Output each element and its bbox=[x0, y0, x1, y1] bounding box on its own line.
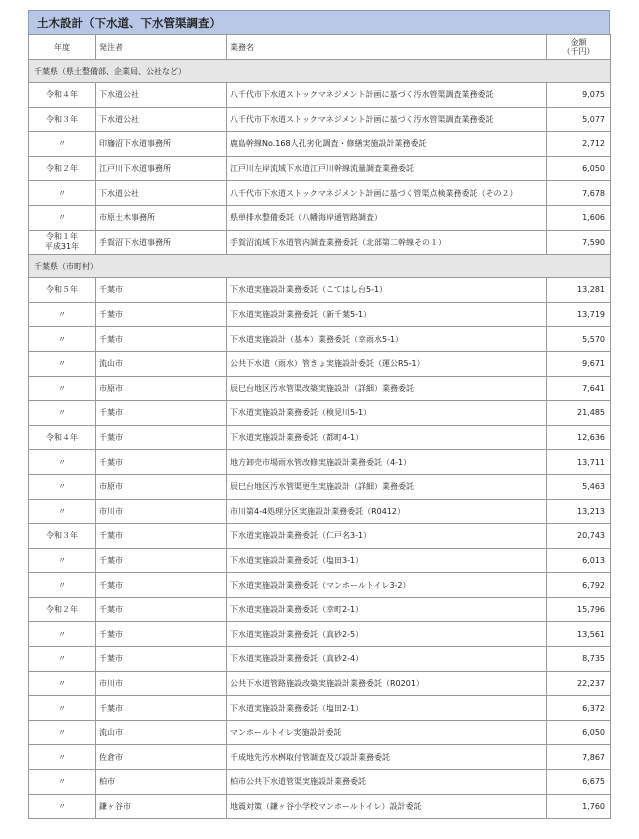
table-row bbox=[29, 107, 611, 132]
cell-client: 下水道公社 bbox=[96, 83, 227, 108]
table-row bbox=[29, 450, 611, 475]
cell-project-name: 八千代市下水道ストックマネジメント計画に基づく汚水管渠調査業務委託 bbox=[227, 107, 547, 132]
cell-project-name: 千成地先汚水桝取付管調査及び設計業務委託 bbox=[227, 745, 547, 770]
cell-amount: 5,463 bbox=[547, 474, 611, 499]
cell-client: 千葉市 bbox=[96, 573, 227, 598]
cell-amount: 22,237 bbox=[547, 671, 611, 696]
cell-project-name: 下水道実施設計業務委託（塩田3-1） bbox=[227, 548, 547, 573]
section-label: 千葉県（県土整備部、企業局、公社など） bbox=[29, 60, 611, 83]
cell-client: 千葉市 bbox=[96, 425, 227, 450]
cell-amount: 9,671 bbox=[547, 351, 611, 376]
header-name: 業務名 bbox=[227, 35, 547, 60]
cell-amount: 9,075 bbox=[547, 83, 611, 108]
cell-amount: 21,485 bbox=[547, 401, 611, 426]
cell-year: 〃 bbox=[29, 696, 96, 721]
cell-project-name: 八千代市下水道ストックマネジメント計画に基づく管渠点検業務委託（その２） bbox=[227, 181, 547, 206]
cell-year: 〃 bbox=[29, 720, 96, 745]
table-row bbox=[29, 401, 611, 426]
cell-project-name: 柏市公共下水道管渠実施設計業務委託 bbox=[227, 770, 547, 795]
table-row bbox=[29, 696, 611, 721]
cell-project-name: 下水道実施設計業務委託（こてはし台5-1） bbox=[227, 278, 547, 303]
cell-client: 市川市 bbox=[96, 671, 227, 696]
cell-year: 令和３年 bbox=[29, 107, 96, 132]
cell-client: 市原市 bbox=[96, 376, 227, 401]
section-row bbox=[29, 60, 611, 83]
cell-project-name: 下水道実施設計業務委託（幸町2-1） bbox=[227, 597, 547, 622]
table-row bbox=[29, 83, 611, 108]
cell-amount: 7,641 bbox=[547, 376, 611, 401]
cell-client: 鎌ヶ谷市 bbox=[96, 794, 227, 819]
cell-project-name: 下水道実施設計業務委託（都町4-1） bbox=[227, 425, 547, 450]
cell-project-name: 公共下水道管路施設改築実施設計業務委託（R0201） bbox=[227, 671, 547, 696]
table-row bbox=[29, 573, 611, 598]
cell-year: 令和３年 bbox=[29, 524, 96, 549]
cell-amount: 13,281 bbox=[547, 278, 611, 303]
cell-year: 〃 bbox=[29, 450, 96, 475]
cell-project-name: 県単排水整備委託（八幡海岸通管路調査） bbox=[227, 205, 547, 230]
cell-client: 手賀沼下水道事務所 bbox=[96, 230, 227, 255]
cell-client: 千葉市 bbox=[96, 597, 227, 622]
cell-year: 〃 bbox=[29, 181, 96, 206]
table-row bbox=[29, 770, 611, 795]
cell-client: 千葉市 bbox=[96, 327, 227, 352]
cell-client: 千葉市 bbox=[96, 696, 227, 721]
cell-client: 流山市 bbox=[96, 720, 227, 745]
cell-amount: 13,719 bbox=[547, 302, 611, 327]
cell-project-name: 下水道実施設計業務委託（真砂2-5） bbox=[227, 622, 547, 647]
table-row bbox=[29, 548, 611, 573]
cell-year: 〃 bbox=[29, 132, 96, 157]
cell-project-name: マンホールトイレ実施設計委託 bbox=[227, 720, 547, 745]
cell-client: 千葉市 bbox=[96, 278, 227, 303]
section-label: 千葉県（市町村） bbox=[29, 255, 611, 278]
cell-year: 〃 bbox=[29, 573, 96, 598]
cell-project-name: 辰巳台地区汚水管渠改築実施設計（詳細）業務委託 bbox=[227, 376, 547, 401]
table-row bbox=[29, 302, 611, 327]
cell-project-name: 下水道実施設計業務委託（マンホールトイレ3-2） bbox=[227, 573, 547, 598]
cell-client: 流山市 bbox=[96, 351, 227, 376]
cell-year: 〃 bbox=[29, 770, 96, 795]
cell-year bbox=[29, 230, 96, 255]
cell-project-name: 公共下水道（雨水）管きょ実施設計委託（運公R5-1） bbox=[227, 351, 547, 376]
cell-project-name: 下水道実施設計業務委託（検見川5-1） bbox=[227, 401, 547, 426]
cell-amount: 5,570 bbox=[547, 327, 611, 352]
cell-client: 千葉市 bbox=[96, 622, 227, 647]
table-row bbox=[29, 671, 611, 696]
table-row bbox=[29, 278, 611, 303]
header-row bbox=[29, 35, 611, 60]
cell-project-name: 下水道実施設計業務委託（仁戸名3-1） bbox=[227, 524, 547, 549]
cell-year: 〃 bbox=[29, 794, 96, 819]
cell-client: 千葉市 bbox=[96, 401, 227, 426]
cell-amount: 6,372 bbox=[547, 696, 611, 721]
cell-client: 市原市 bbox=[96, 474, 227, 499]
cell-project-name: 地震対策（鎌ヶ谷小学校マンホールトイレ）設計委託 bbox=[227, 794, 547, 819]
cell-year: 〃 bbox=[29, 302, 96, 327]
cell-year: 〃 bbox=[29, 474, 96, 499]
cell-client: 千葉市 bbox=[96, 548, 227, 573]
cell-project-name: 江戸川左岸流域下水道江戸川幹線流量調査業務委託 bbox=[227, 156, 547, 181]
cell-year: 〃 bbox=[29, 351, 96, 376]
cell-year: 〃 bbox=[29, 745, 96, 770]
cell-amount: 6,013 bbox=[547, 548, 611, 573]
table-row bbox=[29, 499, 611, 524]
cell-year: 〃 bbox=[29, 376, 96, 401]
cell-year: 〃 bbox=[29, 327, 96, 352]
cell-amount: 12,636 bbox=[547, 425, 611, 450]
table-row bbox=[29, 132, 611, 157]
header-year: 年度 bbox=[29, 35, 96, 60]
cell-amount: 8,735 bbox=[547, 647, 611, 672]
table-row bbox=[29, 720, 611, 745]
cell-amount: 1,606 bbox=[547, 205, 611, 230]
cell-amount: 15,796 bbox=[547, 597, 611, 622]
cell-client: 千葉市 bbox=[96, 647, 227, 672]
cell-project-name: 市川第4-4処理分区実施設計業務委託（R0412） bbox=[227, 499, 547, 524]
cell-client: 千葉市 bbox=[96, 450, 227, 475]
cell-project-name: 下水道実施設計業務委託（新千葉5-1） bbox=[227, 302, 547, 327]
table-row bbox=[29, 622, 611, 647]
cell-amount: 5,077 bbox=[547, 107, 611, 132]
cell-project-name: 下水道実施設計（基本）業務委託（幸雨水5-1） bbox=[227, 327, 547, 352]
table-row bbox=[29, 745, 611, 770]
cell-amount: 7,678 bbox=[547, 181, 611, 206]
cell-amount: 1,760 bbox=[547, 794, 611, 819]
cell-amount: 6,050 bbox=[547, 156, 611, 181]
cell-year: 〃 bbox=[29, 548, 96, 573]
cell-amount: 2,712 bbox=[547, 132, 611, 157]
table-row bbox=[29, 230, 611, 255]
cell-project-name: 鹿島幹線No.168人孔劣化調査・修繕実施設計業務委託 bbox=[227, 132, 547, 157]
cell-year: 〃 bbox=[29, 622, 96, 647]
cell-client: 柏市 bbox=[96, 770, 227, 795]
table-body bbox=[29, 60, 611, 819]
cell-client: 下水道公社 bbox=[96, 181, 227, 206]
cell-client: 市川市 bbox=[96, 499, 227, 524]
table-row bbox=[29, 205, 611, 230]
document bbox=[28, 10, 610, 819]
cell-year: 〃 bbox=[29, 499, 96, 524]
table-row bbox=[29, 327, 611, 352]
table-row bbox=[29, 647, 611, 672]
cell-client: 下水道公社 bbox=[96, 107, 227, 132]
table-row bbox=[29, 425, 611, 450]
header-amount-line2: （千円） bbox=[562, 47, 595, 56]
cell-client: 市原土木事務所 bbox=[96, 205, 227, 230]
cell-year: 〃 bbox=[29, 647, 96, 672]
cell-year-line1: 令和１年 bbox=[46, 232, 78, 242]
table-row bbox=[29, 351, 611, 376]
cell-project-name: 八千代市下水道ストックマネジメント計画に基づく汚水管渠調査業務委託 bbox=[227, 83, 547, 108]
cell-project-name: 辰巳台地区汚水管渠更生実施設計（詳細）業務委託 bbox=[227, 474, 547, 499]
cell-year-line2: 平成31年 bbox=[44, 242, 80, 252]
cell-year: 〃 bbox=[29, 671, 96, 696]
cell-year: 令和２年 bbox=[29, 597, 96, 622]
cell-amount: 6,675 bbox=[547, 770, 611, 795]
table-row bbox=[29, 181, 611, 206]
header-amount bbox=[547, 35, 611, 60]
cell-project-name: 手賀沼流域下水道管内調査業務委託（北部第二幹線その１） bbox=[227, 230, 547, 255]
cell-year: 令和４年 bbox=[29, 83, 96, 108]
cell-client: 江戸川下水道事務所 bbox=[96, 156, 227, 181]
cell-client: 千葉市 bbox=[96, 302, 227, 327]
cell-client: 千葉市 bbox=[96, 524, 227, 549]
projects-table bbox=[28, 34, 611, 819]
table-title: 土木設計（下水道、下水管渠調査） bbox=[28, 10, 610, 34]
cell-amount: 7,867 bbox=[547, 745, 611, 770]
cell-amount: 13,213 bbox=[547, 499, 611, 524]
table-row bbox=[29, 474, 611, 499]
cell-year: 〃 bbox=[29, 205, 96, 230]
cell-amount: 13,561 bbox=[547, 622, 611, 647]
cell-amount: 7,590 bbox=[547, 230, 611, 255]
cell-year: 令和２年 bbox=[29, 156, 96, 181]
section-row bbox=[29, 255, 611, 278]
cell-project-name: 下水道実施設計業務委託（真砂2-4） bbox=[227, 647, 547, 672]
cell-amount: 20,743 bbox=[547, 524, 611, 549]
table-row bbox=[29, 794, 611, 819]
table-row bbox=[29, 156, 611, 181]
cell-project-name: 下水道実施設計業務委託（塩田2-1） bbox=[227, 696, 547, 721]
cell-year: 〃 bbox=[29, 401, 96, 426]
cell-amount: 13,711 bbox=[547, 450, 611, 475]
cell-year: 令和５年 bbox=[29, 278, 96, 303]
cell-year: 令和４年 bbox=[29, 425, 96, 450]
cell-project-name: 地方卸売市場雨水管改修実施設計業務委託（4-1） bbox=[227, 450, 547, 475]
cell-amount: 6,792 bbox=[547, 573, 611, 598]
table-row bbox=[29, 376, 611, 401]
header-amount-line1: 金額 bbox=[570, 38, 587, 47]
cell-client: 印旛沼下水道事務所 bbox=[96, 132, 227, 157]
table-row bbox=[29, 597, 611, 622]
cell-amount: 6,050 bbox=[547, 720, 611, 745]
cell-client: 佐倉市 bbox=[96, 745, 227, 770]
header-client: 発注者 bbox=[96, 35, 227, 60]
table-row bbox=[29, 524, 611, 549]
